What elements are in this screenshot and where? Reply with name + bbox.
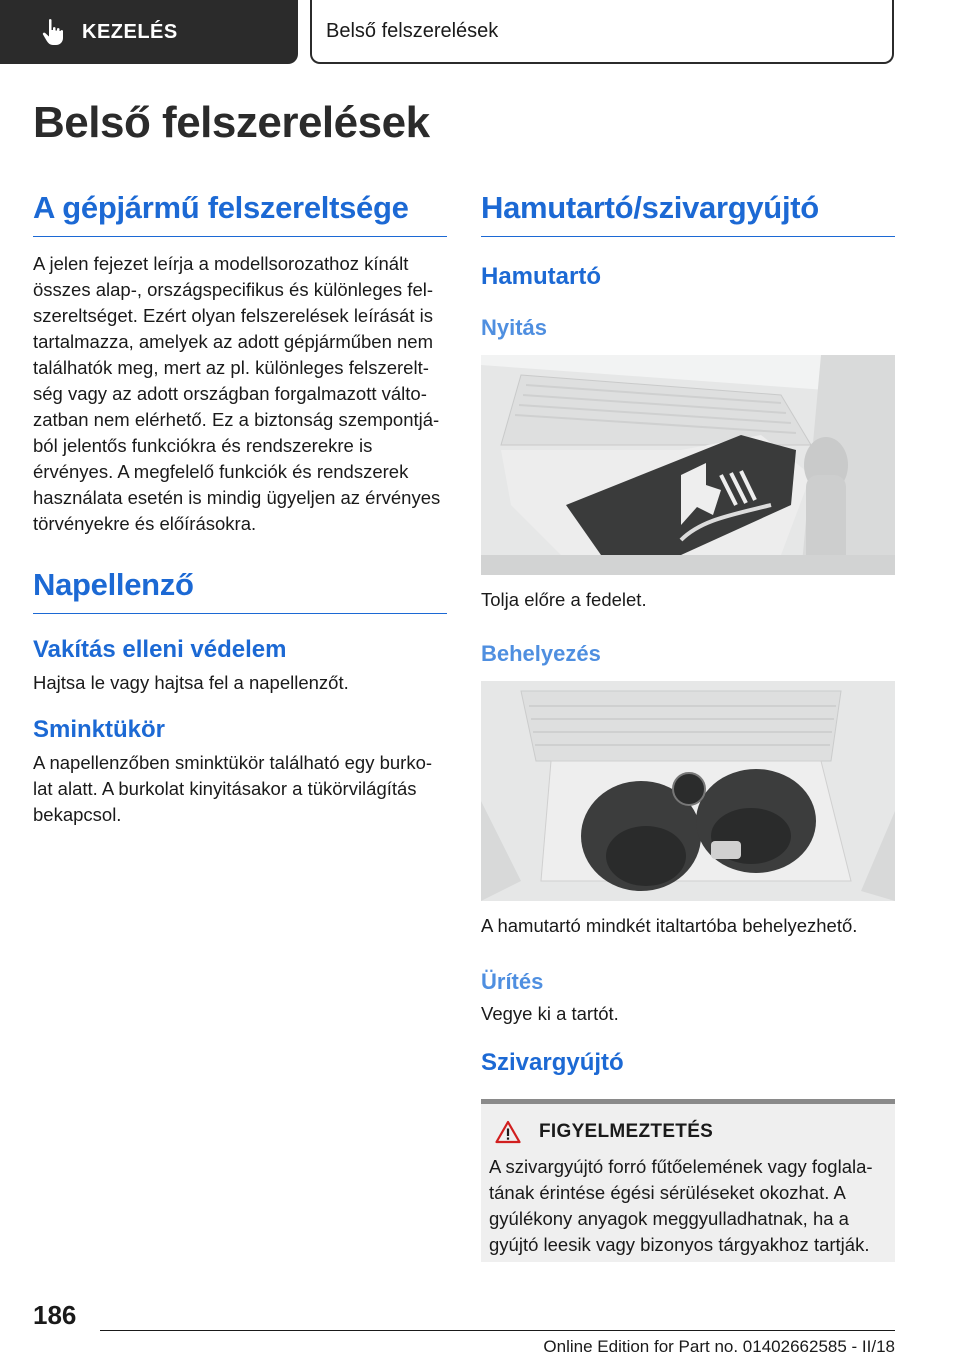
equipment-heading: A gépjármű felszereltsége	[33, 190, 447, 237]
glare-protection-heading: Vakítás elleni védelem	[33, 636, 287, 663]
breadcrumb[interactable]	[310, 0, 894, 64]
section-tab[interactable]	[0, 0, 298, 64]
warning-triangle-icon	[495, 1120, 521, 1144]
breadcrumb-label: Belső felszerelések	[326, 19, 499, 42]
vanity-mirror-paragraph	[33, 750, 447, 828]
text-line: A szivargyújtó forró fűtőelemének vagy foglala-	[489, 1156, 873, 1177]
lighter-heading: Szivargyújtó	[481, 1049, 624, 1076]
warning-paragraph	[489, 1154, 887, 1258]
warning-box	[481, 1099, 895, 1262]
inserting-heading: Behelyezés	[481, 641, 601, 666]
inserting-caption	[481, 913, 895, 939]
page-title: Belső felszerelések	[33, 98, 430, 147]
emptying-heading: Ürítés	[481, 969, 544, 994]
ashtray-inserting-illustration	[481, 681, 895, 901]
text-line: gyújtó leesik vagy bizonyos tárgyakhoz tartják.	[489, 1234, 870, 1255]
pointing-hand-icon	[40, 18, 66, 46]
text-line: tartalmazza, amelyek az adott gépjárműben nem	[33, 331, 434, 352]
text-line: A jelen fejezet leírja a modellsorozathoz kínált	[33, 253, 409, 274]
text-line: szereltséget. Ezért olyan felszerelések leírását is	[33, 305, 433, 326]
equipment-paragraph	[33, 251, 447, 537]
text-line: gyúlékony anyagok meggyulladhatnak, ha a	[489, 1208, 849, 1229]
sunvisor-heading: Napellenző	[33, 567, 447, 614]
warning-header	[495, 1120, 887, 1144]
text-line: törvényekre és előírásokra.	[33, 513, 257, 534]
page-number: 186	[33, 1300, 77, 1330]
warning-label: FIGYELMEZTETÉS	[539, 1121, 714, 1142]
text-line: Vegye ki a tartót.	[481, 1003, 619, 1024]
text-line: használata esetén is mindig ügyeljen az érvényes	[33, 487, 441, 508]
left-column	[33, 190, 447, 828]
ashtray-opening-drawing	[481, 355, 895, 575]
vanity-mirror-heading: Sminktükör	[33, 716, 166, 743]
ashtray-opening-illustration	[481, 355, 895, 575]
text-line: összes alap-, országspecifikus és különleges fel-	[33, 279, 433, 300]
ashtray-inserting-drawing	[481, 681, 895, 901]
text-line: érvényes. A megfelelő funkciók és rendszerek	[33, 461, 409, 482]
opening-heading: Nyitás	[481, 315, 548, 340]
text-line: tának érintése égési sérüléseket okozhat. A	[489, 1182, 846, 1203]
section-tab-label: KEZELÉS	[82, 20, 178, 43]
text-line: Hajtsa le vagy hajtsa fel a napellenzőt.	[33, 672, 349, 693]
text-line: zatban nem elérhető. Ez a biztonság szempontjá-	[33, 409, 440, 430]
edition-note: Online Edition for Part no. 01402662585 - II/18	[543, 1337, 895, 1356]
text-line: ból jelentős funkciókra és rendszerekre is	[33, 435, 373, 456]
caption-text: Tolja előre a fedelet.	[481, 589, 647, 610]
text-line: bekapcsol.	[33, 804, 122, 825]
ashtray-lighter-heading: Hamutartó/szivargyújtó	[481, 190, 895, 237]
text-line: lat alatt. A burkolat kinyitásakor a tükörvilágítás	[33, 778, 417, 799]
caption-text: A hamutartó mindkét italtartóba behelyezhető.	[481, 915, 858, 936]
text-line: ség vagy az adott országban forgalmazott válto-	[33, 383, 427, 404]
text-line: A napellenzőben sminktükör található egy burko-	[33, 752, 433, 773]
glare-protection-paragraph	[33, 670, 447, 696]
text-line: találhatók meg, mert az pl. különleges felszerelt-	[33, 357, 429, 378]
footer-divider	[100, 1330, 895, 1331]
right-column	[481, 190, 895, 1262]
opening-caption	[481, 587, 895, 613]
ashtray-heading: Hamutartó	[481, 263, 602, 290]
emptying-paragraph	[481, 1001, 895, 1027]
